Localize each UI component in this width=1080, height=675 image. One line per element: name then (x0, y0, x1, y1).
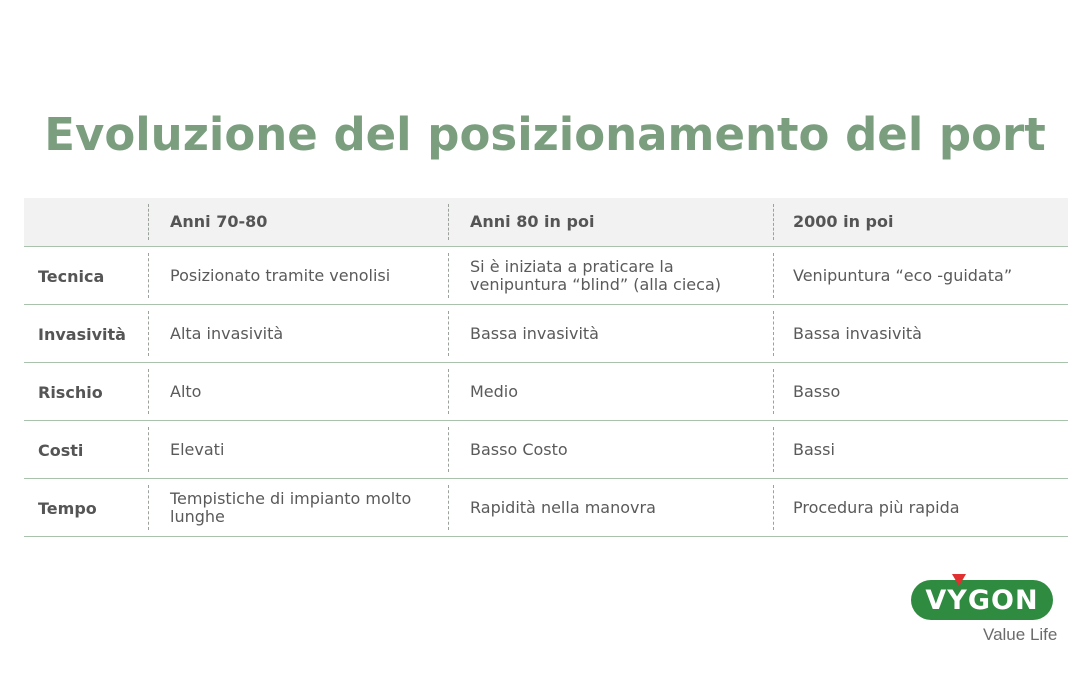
table-cell: Bassi (793, 439, 835, 459)
column-divider (773, 311, 774, 356)
table-row (24, 305, 1068, 363)
column-header-2000-in-poi: 2000 in poi (793, 212, 894, 231)
row-label: Costi (38, 440, 84, 460)
column-divider (773, 253, 774, 298)
table-cell: Alta invasività (170, 323, 284, 343)
table-cell: Si è iniziata a praticare la venipuntura “blind” (alla cieca) (470, 256, 721, 294)
table-row (24, 363, 1068, 421)
column-header-anni-70-80: Anni 70-80 (170, 212, 268, 231)
table-row (24, 479, 1068, 537)
column-divider (773, 204, 774, 240)
table-cell: Venipuntura “eco -guidata” (793, 265, 1013, 285)
column-divider (148, 369, 149, 414)
column-divider (148, 253, 149, 298)
table-cell: Tempistiche di impianto molto lunghe (170, 488, 412, 526)
page-title: Evoluzione del posizionamento del port (44, 108, 1046, 161)
row-label: Rischio (38, 382, 103, 402)
table-cell: Basso (793, 381, 841, 401)
table-cell: Bassa invasività (793, 323, 922, 343)
table-cell: Rapidità nella manovra (470, 497, 656, 517)
column-divider (148, 204, 149, 240)
table-cell: Elevati (170, 439, 225, 459)
table-header-row (24, 198, 1068, 247)
table-cell: Medio (470, 381, 519, 401)
row-label: Invasività (38, 324, 126, 344)
column-divider (773, 427, 774, 472)
table-row (24, 421, 1068, 479)
logo-wordmark: VYGON (911, 580, 1053, 620)
column-divider (148, 311, 149, 356)
vygon-logo (905, 572, 1075, 652)
column-divider (148, 427, 149, 472)
table-cell: Procedura più rapida (793, 497, 960, 517)
table-cell: Posizionato tramite venolisi (170, 265, 391, 285)
comparison-table (24, 198, 1068, 537)
row-label: Tecnica (38, 266, 105, 286)
column-divider (773, 369, 774, 414)
table-cell: Bassa invasività (470, 323, 599, 343)
row-label: Tempo (38, 498, 97, 518)
column-header-anni-80-in-poi: Anni 80 in poi (470, 212, 595, 231)
column-divider (148, 485, 149, 530)
logo-tagline: Value Life (983, 625, 1058, 644)
column-divider (773, 485, 774, 530)
table-cell: Alto (170, 381, 202, 401)
table-cell: Basso Costo (470, 439, 568, 459)
logo-accent-triangle-icon (952, 574, 966, 586)
table-row (24, 247, 1068, 305)
